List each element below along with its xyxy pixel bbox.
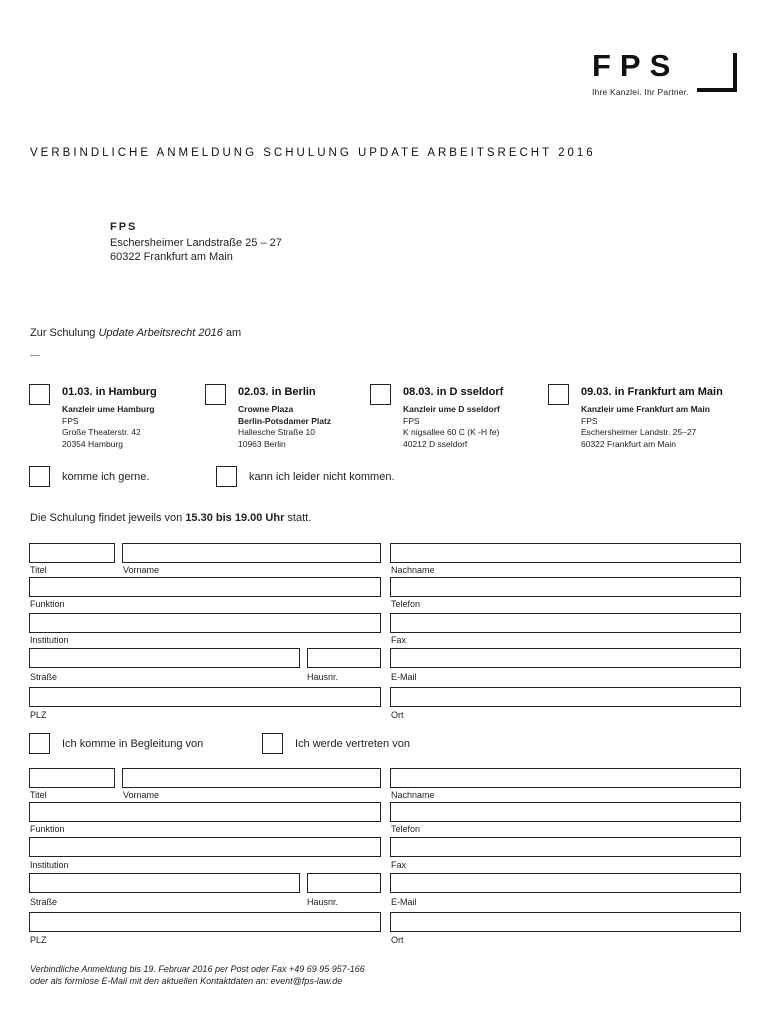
location-venue-duesseldorf: Kanzleir ume D sseldorf (403, 404, 500, 414)
location-line: Eschersheimer Landstr. 25–27 (581, 427, 697, 437)
nachname-label: Nachname (391, 565, 435, 575)
hausnr-field[interactable] (307, 648, 381, 668)
funktion-label: Funktion (30, 599, 65, 609)
location-line: Hallesche Straße 10 (238, 427, 316, 437)
institution-field[interactable] (29, 613, 381, 633)
email-field-2[interactable] (390, 873, 741, 893)
fax-label: Fax (391, 635, 407, 645)
location-venue-hamburg: Kanzleir ume Hamburg (62, 404, 155, 414)
funktion-field[interactable] (29, 577, 381, 597)
time-hours: 15.30 bis 19.00 Uhr (185, 512, 285, 524)
institution-label: Institution (30, 635, 69, 645)
telefon-label-2: Telefon (391, 824, 421, 834)
address-name: FPS (110, 221, 138, 233)
logo-tagline: Ihre Kanzlei. Ihr Partner. (592, 87, 689, 97)
location-line: 10963 Berlin (238, 438, 286, 449)
fax-label-2: Fax (391, 860, 407, 870)
fax-field-2[interactable] (390, 837, 741, 857)
titel-label: Titel (30, 565, 47, 575)
location-title-duesseldorf: 08.03. in D sseldorf (403, 386, 504, 398)
vorname-label: Vorname (123, 565, 160, 575)
location-title-hamburg: 01.03. in Hamburg (62, 386, 157, 398)
plz-field[interactable] (29, 687, 381, 707)
nachname-field-2[interactable] (390, 768, 741, 788)
checkbox-duesseldorf[interactable] (370, 384, 391, 405)
attend-no-label: kann ich leider nicht kommen. (249, 471, 395, 483)
strasse-field-2[interactable] (29, 873, 300, 893)
intro-course: Update Arbeitsrecht 2016 (98, 327, 223, 339)
intro-suffix: am (222, 327, 242, 339)
ort-label-2: Ort (391, 935, 404, 945)
telefon-field-2[interactable] (390, 802, 741, 822)
checkbox-attend-yes[interactable] (29, 466, 50, 487)
email-field[interactable] (390, 648, 741, 668)
checkbox-frankfurt[interactable] (548, 384, 569, 405)
location-line: 60322 Frankfurt am Main (581, 438, 676, 449)
footer-note (30, 963, 365, 987)
logo-text: FPS (592, 48, 680, 83)
telefon-label: Telefon (391, 599, 421, 609)
location-venue2-berlin: Berlin-Potsdamer Platz (238, 415, 332, 426)
location-line: Große Theaterstr. 42 (62, 427, 141, 437)
titel-field-2[interactable] (29, 768, 115, 788)
hausnr-label: Hausnr. (307, 672, 339, 682)
checkbox-companion[interactable] (29, 733, 50, 754)
funktion-field-2[interactable] (29, 802, 381, 822)
location-line: K nigsallee 60 C (K -H fe) (403, 427, 500, 437)
checkbox-hamburg[interactable] (29, 384, 50, 405)
ort-field-2[interactable] (390, 912, 741, 932)
vorname-label-2: Vorname (123, 790, 160, 800)
checkbox-represented[interactable] (262, 733, 283, 754)
footer-line-2: oder als formlose E-Mail mit den aktuellen Kontaktdaten an: event@fps-law.de (30, 976, 343, 986)
hausnr-field-2[interactable] (307, 873, 381, 893)
companion-label: Ich komme in Begleitung von (62, 738, 204, 750)
time-info (30, 512, 311, 524)
address-street: Eschersheimer Landstraße 25 – 27 (110, 237, 282, 249)
vorname-field-2[interactable] (122, 768, 381, 788)
location-line: 20354 Hamburg (62, 438, 123, 449)
titel-field[interactable] (29, 543, 115, 563)
vorname-field[interactable] (122, 543, 381, 563)
page-title: VERBINDLICHE ANMELDUNG SCHULUNG UPDATE ARBEITSRECHT 2016 (30, 147, 596, 159)
location-line: FPS (62, 415, 79, 426)
time-suffix: statt. (284, 512, 312, 524)
strasse-field[interactable] (29, 648, 300, 668)
plz-label-2: PLZ (30, 935, 47, 945)
logo-bracket-icon (697, 53, 739, 93)
location-line: 40212 D sseldorf (403, 438, 468, 449)
strasse-label: Straße (30, 672, 58, 682)
footer-line-1: Verbindliche Anmeldung bis 19. Februar 2016 per Post oder Fax +49 69 95 957-166 (30, 964, 365, 974)
ort-field[interactable] (390, 687, 741, 707)
fax-field[interactable] (390, 613, 741, 633)
telefon-field[interactable] (390, 577, 741, 597)
dash-separator: — (30, 350, 40, 361)
plz-label: PLZ (30, 710, 47, 720)
institution-label-2: Institution (30, 860, 69, 870)
intro-text (30, 327, 241, 339)
represented-label: Ich werde vertreten von (295, 738, 410, 750)
checkbox-attend-no[interactable] (216, 466, 237, 487)
nachname-label-2: Nachname (391, 790, 435, 800)
location-title-frankfurt: 09.03. in Frankfurt am Main (581, 386, 723, 398)
plz-field-2[interactable] (29, 912, 381, 932)
funktion-label-2: Funktion (30, 824, 65, 834)
attend-yes-label: komme ich gerne. (62, 471, 150, 483)
email-label-2: E-Mail (391, 897, 417, 907)
location-venue-berlin: Crowne Plaza (238, 404, 294, 414)
strasse-label-2: Straße (30, 897, 58, 907)
address-city: 60322 Frankfurt am Main (110, 251, 233, 263)
titel-label-2: Titel (30, 790, 47, 800)
intro-prefix: Zur Schulung (30, 327, 99, 339)
location-venue-frankfurt: Kanzleir ume Frankfurt am Main (581, 404, 710, 414)
email-label: E-Mail (391, 672, 417, 682)
location-title-berlin: 02.03. in Berlin (238, 386, 316, 398)
hausnr-label-2: Hausnr. (307, 897, 339, 907)
location-line: FPS (581, 415, 598, 426)
location-line: FPS (403, 415, 420, 426)
time-prefix: Die Schulung findet jeweils von (30, 512, 186, 524)
checkbox-berlin[interactable] (205, 384, 226, 405)
ort-label: Ort (391, 710, 404, 720)
institution-field-2[interactable] (29, 837, 381, 857)
nachname-field[interactable] (390, 543, 741, 563)
